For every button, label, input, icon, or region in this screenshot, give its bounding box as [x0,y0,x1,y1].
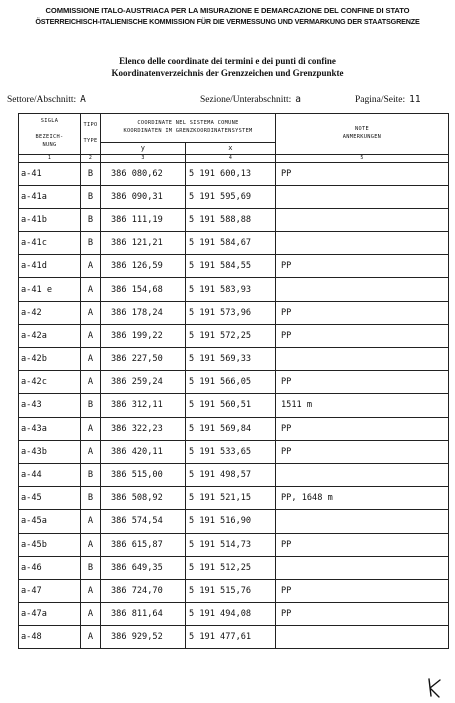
table-row [19,556,449,579]
cell-sigla: a-46 [19,556,81,579]
cell-tipo: A [81,440,101,463]
header-sigla-line2: BEZEICH- [35,133,64,140]
cell-x: 5 191 588,88 [186,208,276,231]
cell-sigla: a-43b [19,440,81,463]
header-notes-italian: NOTE [355,125,369,132]
table-row [19,394,449,417]
cell-y: 386 420,11 [101,440,186,463]
sector-label: Settore/Abschnitt: [7,95,77,105]
cell-sigla: a-45 [19,487,81,510]
cell-x: 5 191 595,69 [186,185,276,208]
table-row [19,440,449,463]
cell-y: 386 508,92 [101,487,186,510]
cell-tipo: B [81,185,101,208]
header-x: x [186,143,276,155]
cell-sigla: a-41c [19,232,81,255]
cell-x: 5 191 569,84 [186,417,276,440]
cell-note [276,232,449,255]
cell-note: PP [276,579,449,602]
coordinates-table [18,113,449,649]
cell-x: 5 191 533,65 [186,440,276,463]
cell-y: 386 080,62 [101,162,186,185]
table-row [19,255,449,278]
cell-y: 386 090,31 [101,185,186,208]
cell-tipo: A [81,603,101,626]
cell-y: 386 199,22 [101,324,186,347]
cell-note: PP [276,162,449,185]
cell-sigla: a-41 e [19,278,81,301]
cell-tipo: B [81,556,101,579]
cell-y: 386 649,35 [101,556,186,579]
header-coordinates [101,114,276,143]
cell-sigla: a-44 [19,463,81,486]
cell-y: 386 322,23 [101,417,186,440]
cell-note: PP [276,417,449,440]
column-number-2: 2 [81,154,101,162]
table-row [19,232,449,255]
cell-y: 386 154,68 [101,278,186,301]
cell-sigla: a-48 [19,626,81,649]
cell-y: 386 615,87 [101,533,186,556]
cell-note: PP [276,324,449,347]
cell-note: 1511 m [276,394,449,417]
cell-tipo: A [81,255,101,278]
cell-sigla: a-43 [19,394,81,417]
document-title-italian: Elenco delle coordinate dei termini e dei punti di confine [119,56,336,66]
cell-x: 5 191 600,13 [186,162,276,185]
table-row [19,324,449,347]
cell-x: 5 191 512,25 [186,556,276,579]
cell-sigla: a-47 [19,579,81,602]
cell-y: 386 811,64 [101,603,186,626]
cell-x: 5 191 498,57 [186,463,276,486]
table-row [19,348,449,371]
document-title-german: Koordinatenverzeichnis der Grenzzeichen und Grenzpunkte [111,68,344,78]
subsector-label: Sezione/Unterabschnitt: [200,95,292,105]
cell-x: 5 191 477,61 [186,626,276,649]
cell-sigla: a-42c [19,371,81,394]
cell-y: 386 111,19 [101,208,186,231]
cell-x: 5 191 494,08 [186,603,276,626]
cell-sigla: a-41d [19,255,81,278]
cell-x: 5 191 566,05 [186,371,276,394]
table-row [19,626,449,649]
table-row [19,301,449,324]
table-row [19,463,449,486]
header-notes-german: ANMERKUNGEN [342,133,382,140]
header-tipo [81,114,101,155]
cell-tipo: A [81,579,101,602]
cell-x: 5 191 583,93 [186,278,276,301]
cell-sigla: a-41a [19,185,81,208]
cell-note [276,510,449,533]
table-row [19,603,449,626]
cell-y: 386 515,00 [101,463,186,486]
cell-tipo: A [81,533,101,556]
header-sigla-line3: NUNG [42,141,57,148]
header-coordinates-italian: COORDINATE NEL SISTEMA COMUNE [137,120,239,127]
cell-note [276,556,449,579]
cell-tipo: B [81,394,101,417]
sector-field [7,94,86,105]
cell-tipo: A [81,371,101,394]
cell-x: 5 191 514,73 [186,533,276,556]
column-number-4: 4 [186,154,276,162]
cell-y: 386 227,50 [101,348,186,371]
cell-x: 5 191 569,33 [186,348,276,371]
table-row [19,579,449,602]
cell-note [276,626,449,649]
header-sigla-line1: SIGLA [40,117,59,124]
table-row [19,162,449,185]
cell-note: PP [276,603,449,626]
cell-y: 386 724,70 [101,579,186,602]
header-tipo-line1: TIPO [83,121,98,128]
cell-tipo: A [81,278,101,301]
cell-x: 5 191 573,96 [186,301,276,324]
cell-note [276,185,449,208]
cell-tipo: B [81,487,101,510]
cell-sigla: a-47a [19,603,81,626]
cell-tipo: A [81,301,101,324]
cell-x: 5 191 572,25 [186,324,276,347]
table-row [19,371,449,394]
column-number-5: 5 [276,154,449,162]
cell-y: 386 121,21 [101,232,186,255]
table-row [19,510,449,533]
page-field [355,94,421,105]
cell-y: 386 126,59 [101,255,186,278]
cell-sigla: a-45b [19,533,81,556]
column-number-3: 3 [101,154,186,162]
cell-sigla: a-45a [19,510,81,533]
cell-y: 386 259,24 [101,371,186,394]
handwritten-mark-icon [425,676,443,698]
cell-tipo: A [81,510,101,533]
cell-tipo: B [81,463,101,486]
cell-sigla: a-42a [19,324,81,347]
commission-title-italian: COMMISSIONE ITALO-AUSTRIACA PER LA MISURAZIONE E DEMARCAZIONE DEL CONFINE DI STATO [45,6,410,15]
cell-x: 5 191 521,15 [186,487,276,510]
table-row [19,533,449,556]
header-y: y [101,143,186,155]
header-sigla [19,114,81,155]
cell-sigla: a-41b [19,208,81,231]
column-number-1: 1 [19,154,81,162]
cell-sigla: a-41 [19,162,81,185]
page-label: Pagina/Seite: [355,95,406,105]
table-row [19,208,449,231]
cell-y: 386 929,52 [101,626,186,649]
cell-tipo: B [81,208,101,231]
cell-note: PP [276,533,449,556]
cell-tipo: B [81,162,101,185]
cell-x: 5 191 584,67 [186,232,276,255]
header-notes [276,114,449,155]
cell-tipo: A [81,626,101,649]
cell-x: 5 191 584,55 [186,255,276,278]
cell-tipo: A [81,348,101,371]
cell-note: PP [276,255,449,278]
cell-x: 5 191 560,51 [186,394,276,417]
cell-y: 386 312,11 [101,394,186,417]
sector-value: A [80,94,86,105]
commission-title-german: ÖSTERREICHISCH-ITALIENISCHE KOMMISSION FÜR DIE VERMESSUNG UND VERMARKUNG DER STAATSGRENZE [35,17,420,26]
table-row [19,185,449,208]
table-row [19,487,449,510]
page-value: 11 [409,94,421,105]
cell-note: PP [276,371,449,394]
cell-note [276,348,449,371]
cell-sigla: a-42 [19,301,81,324]
cell-x: 5 191 515,76 [186,579,276,602]
cell-note [276,208,449,231]
cell-y: 386 178,24 [101,301,186,324]
cell-note [276,463,449,486]
cell-note: PP, 1648 m [276,487,449,510]
cell-x: 5 191 516,90 [186,510,276,533]
header-tipo-line2: TYPE [83,137,98,144]
table-row [19,417,449,440]
subsector-value: a [295,94,302,105]
cell-tipo: A [81,324,101,347]
cell-tipo: B [81,232,101,255]
cell-y: 386 574,54 [101,510,186,533]
subsector-field [200,94,301,105]
cell-note [276,278,449,301]
header-coordinates-german: KOORDINATEN IM GRENZKOORDINATENSYSTEM [123,128,253,134]
table-row [19,278,449,301]
cell-note: PP [276,301,449,324]
cell-tipo: A [81,417,101,440]
cell-note: PP [276,440,449,463]
cell-sigla: a-42b [19,348,81,371]
cell-sigla: a-43a [19,417,81,440]
